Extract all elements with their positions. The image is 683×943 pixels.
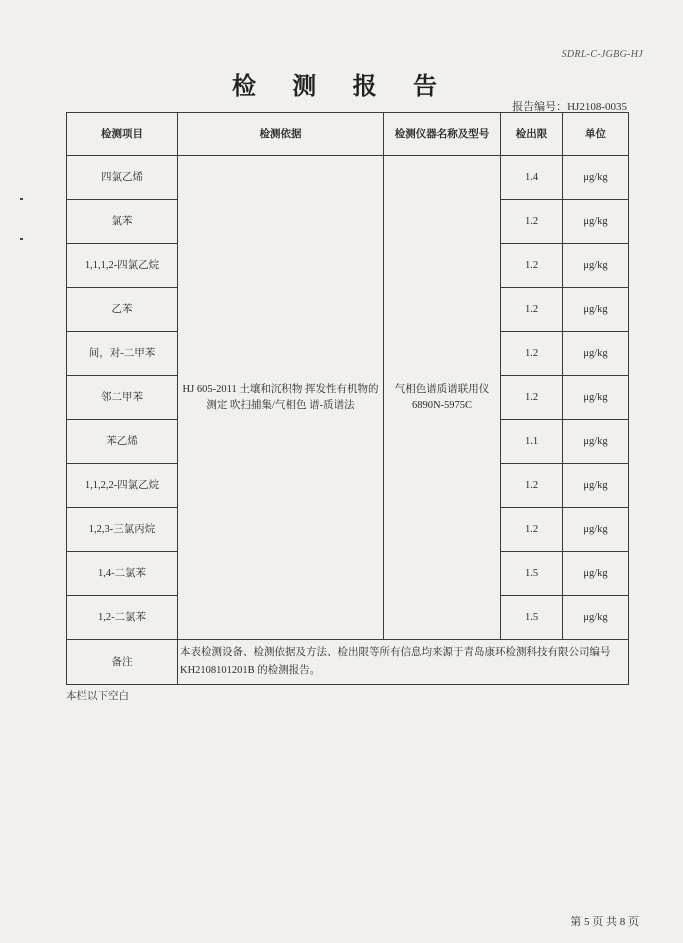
report-number: 报告编号：HJ2108-0035 [512,101,627,113]
page-number: 第 5 页 共 8 页 [570,916,639,928]
document-code: SDRL-C-JGBG-HJ [561,49,643,60]
unit: μg/kg [563,200,629,244]
test-item: 1,1,1,2-四氯乙烷 [67,244,178,288]
test-item: 1,1,2,2-四氯乙烷 [67,464,178,508]
detection-limit: 1.2 [501,288,563,332]
test-instrument: 气相色谱质谱联用仪 6890N-5975C [384,156,501,640]
unit: μg/kg [563,288,629,332]
unit: μg/kg [563,508,629,552]
detection-limit: 1.2 [501,332,563,376]
test-item: 四氯乙烯 [67,156,178,200]
column-header-instrument: 检测仪器名称及型号 [384,113,501,156]
detection-limit: 1.5 [501,552,563,596]
test-item: 1,2-二氯苯 [67,596,178,640]
test-item: 1,2,3-三氯丙烷 [67,508,178,552]
unit: μg/kg [563,464,629,508]
detection-limit: 1.5 [501,596,563,640]
unit: μg/kg [563,552,629,596]
test-item: 间，对-二甲苯 [67,332,178,376]
remark-label: 备注 [67,640,178,685]
detection-limit: 1.2 [501,376,563,420]
blank-below-note: 本栏以下空白 [66,690,129,702]
test-item: 苯乙烯 [67,420,178,464]
remark-text: 本表检测设备、检测依据及方法、检出限等所有信息均来源于青岛康环检测科技有限公司编号 KH2108101201B 的检测报告。 [178,640,629,685]
unit: μg/kg [563,244,629,288]
column-header-unit: 单位 [563,113,629,156]
column-header-limit: 检出限 [501,113,563,156]
unit: μg/kg [563,420,629,464]
test-method-table [66,112,629,685]
detection-limit: 1.2 [501,244,563,288]
scan-mark [20,198,23,200]
scan-mark [20,238,23,240]
test-item: 1,4-二氯苯 [67,552,178,596]
unit: μg/kg [563,156,629,200]
unit: μg/kg [563,332,629,376]
detection-limit: 1.2 [501,200,563,244]
report-title: 检 测 报 告 [231,71,452,100]
detection-limit: 1.4 [501,156,563,200]
test-item: 邻二甲苯 [67,376,178,420]
detection-limit: 1.2 [501,464,563,508]
test-item: 乙苯 [67,288,178,332]
detection-limit: 1.2 [501,508,563,552]
detection-limit: 1.1 [501,420,563,464]
test-method: HJ 605-2011 土壤和沉积物 挥发性有机物的测定 吹扫捕集/气相色 谱-质谱法 [178,156,384,640]
table-header-row [67,113,629,156]
table-row [67,156,629,200]
remark-row [67,640,629,685]
column-header-method: 检测依据 [178,113,384,156]
test-item: 氯苯 [67,200,178,244]
unit: μg/kg [563,596,629,640]
unit: μg/kg [563,376,629,420]
column-header-item: 检测项目 [67,113,178,156]
